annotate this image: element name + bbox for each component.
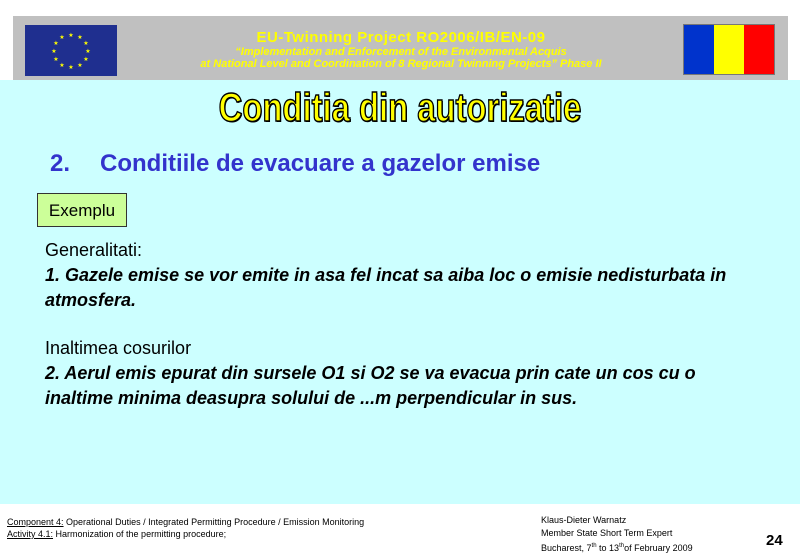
component-label: Component 4:: [7, 517, 64, 527]
project-subtitle-line2: at National Level and Coordination of 8 Regional Twinning Projects” Phase II: [200, 58, 602, 70]
svg-text:★: ★: [59, 62, 65, 69]
svg-text:★: ★: [83, 56, 89, 63]
component-text: Operational Duties / Integrated Permitting Procedure / Emission Monitoring: [63, 517, 365, 527]
general-section: [45, 238, 765, 313]
chimney-height-heading: Inaltimea cosurilor: [45, 338, 192, 358]
eu-flag-icon: [25, 25, 117, 76]
svg-text:★: ★: [53, 56, 59, 63]
section-number: 2.: [50, 150, 71, 177]
section-heading: [50, 150, 540, 178]
svg-text:★: ★: [83, 40, 89, 47]
project-title: EU-Twinning Project RO2006/IB/EN-09: [256, 29, 546, 46]
romania-flag-icon: [683, 24, 775, 75]
svg-text:★: ★: [77, 34, 83, 41]
svg-text:★: ★: [51, 48, 57, 55]
page-number: 24: [766, 532, 783, 549]
general-heading: Generalitati:: [45, 240, 143, 260]
svg-text:★: ★: [85, 48, 91, 55]
location-date: Bucharest, 7th to 13thof February 2009: [541, 543, 693, 553]
chimney-height-section: [45, 336, 765, 411]
author-name: Klaus-Dieter Warnatz: [541, 515, 627, 525]
footer-project-info: [7, 516, 364, 540]
project-subtitle-line1: “Implementation and Enforcement of the Environmental Acquis: [235, 46, 567, 58]
svg-text:★: ★: [53, 40, 59, 47]
svg-text:★: ★: [77, 62, 83, 69]
section-heading-text: Conditiile de evacuare a gazelor emise: [100, 150, 541, 177]
svg-text:★: ★: [68, 64, 74, 71]
slide-title: Conditia din autorizatie: [218, 86, 582, 130]
footer: [0, 510, 800, 553]
example-label-box: Exemplu: [37, 193, 127, 227]
svg-text:★: ★: [68, 32, 74, 39]
activity-text: Harmonization of the permitting procedure;: [53, 529, 227, 539]
chimney-height-condition-text: 2. Aerul emis epurat din sursele O1 si O2 se va evacua prin cate un cos cu o inaltime minima deasupra solului de ...m perpendicular in sus.: [45, 363, 696, 408]
footer-author-info: [541, 514, 693, 555]
general-condition-text: 1. Gazele emise se vor emite in asa fel incat sa aiba loc o emisie nedisturbata in atmosfera.: [45, 265, 727, 310]
svg-text:★: ★: [59, 34, 65, 41]
author-role: Member State Short Term Expert: [541, 528, 673, 538]
header-band: [13, 16, 788, 80]
activity-label: Activity 4.1:: [7, 529, 54, 539]
